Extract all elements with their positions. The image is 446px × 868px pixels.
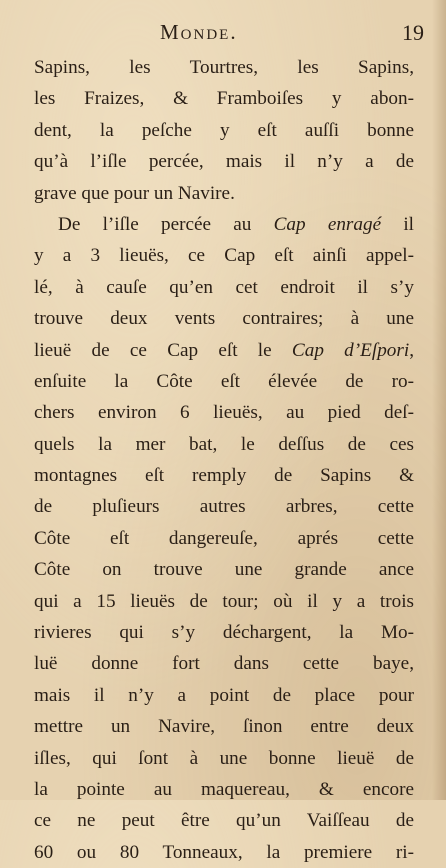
- page-edge-shadow: [432, 0, 446, 800]
- text-line: quels la mer bat, le deſſus de ces: [34, 433, 414, 455]
- place-name: Cap d’Eſpori: [291, 339, 410, 361]
- text-line: chers environ 6 lieuës, au pied deſ-: [34, 402, 414, 424]
- text-line: montagnes eſt remply de Sapins &: [34, 465, 414, 487]
- text-line: qu’à l’iſle percée, mais il n’y a de: [34, 151, 414, 173]
- text-line: qui a 15 lieuës de tour; où il y a trois: [34, 590, 414, 612]
- text-line: ce ne peut être qu’un Vaiſſeau de: [34, 810, 414, 832]
- text-line: Sapins, les Tourtres, les Sapins,: [34, 57, 414, 78]
- text-line: dent, la peſche y eſt auſſi bonne: [34, 119, 414, 141]
- text-line: y a 3 lieuës, ce Cap eſt ainſi appel-: [34, 245, 414, 267]
- page-number: 19: [402, 20, 424, 45]
- text-line: les Fraizes, & Framboiſes y abon-: [34, 88, 414, 110]
- text-line: mais il n’y a point de place pour: [34, 684, 414, 706]
- text-line: Côte eſt dangereuſe, aprés cette: [34, 527, 414, 549]
- text-line: 60 ou 80 Tonneaux, la premiere ri-: [34, 841, 414, 863]
- text-line: De l’iſle percée au Cap enragé il: [58, 213, 414, 235]
- body-text: [34, 52, 414, 868]
- text-line: grave que pour un Navire.: [34, 182, 235, 204]
- text-line: la pointe au maquereau, & encore: [34, 778, 414, 800]
- text-line: lé, à cauſe qu’en cet endroit il s’y: [34, 276, 414, 298]
- text-line: enſuite la Côte eſt élevée de ro-: [34, 370, 414, 392]
- running-title: Monde.: [160, 20, 238, 44]
- text-line: trouve deux vents contraires; à une: [34, 308, 414, 330]
- text-line: mettre un Navire, ſinon entre deux: [34, 716, 414, 738]
- text-line: lieuë de ce Cap eſt le Cap d’Eſpori,: [34, 339, 414, 361]
- place-name: Cap enragé: [273, 213, 382, 235]
- text-line: rivieres qui s’y déchargent, la Mo-: [34, 622, 414, 644]
- text-line: iſles, qui ſont à une bonne lieuë de: [34, 747, 414, 769]
- text-line: de pluſieurs autres arbres, cette: [34, 496, 414, 518]
- text-line: Côte on trouve une grande ance: [34, 559, 414, 581]
- text-line: luë donne fort dans cette baye,: [34, 653, 414, 675]
- running-head: [0, 20, 446, 50]
